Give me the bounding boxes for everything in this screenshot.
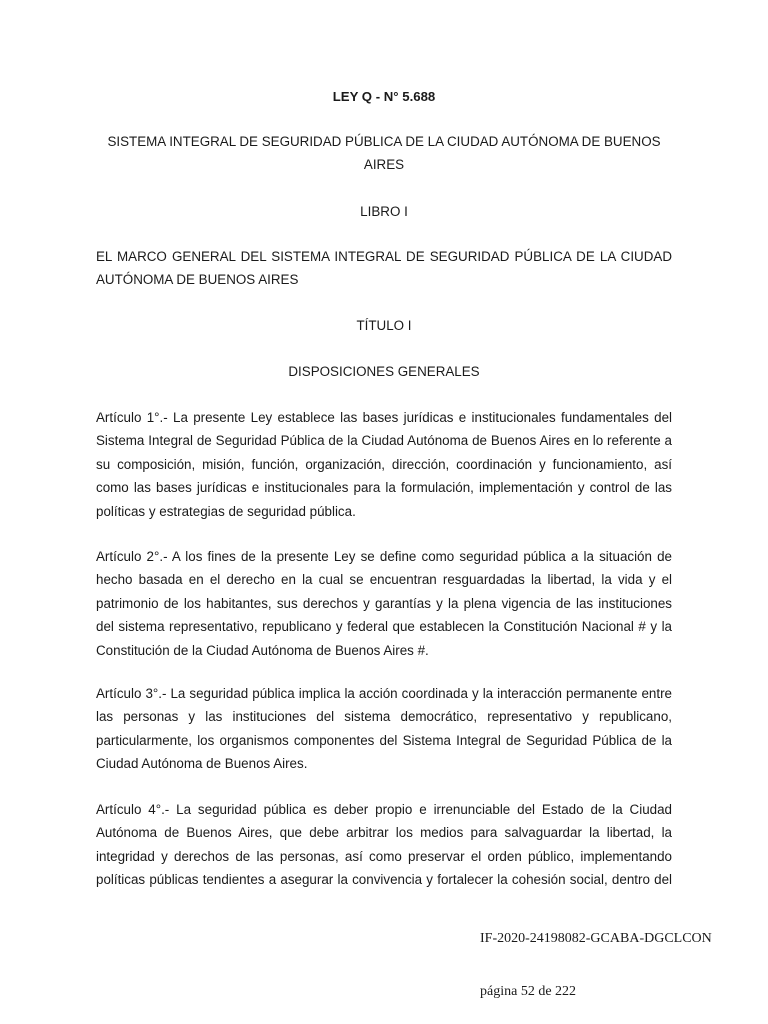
chapter-heading: DISPOSICIONES GENERALES xyxy=(288,364,480,379)
law-number: LEY Q - N° 5.688 xyxy=(332,89,436,104)
article-1: Artículo 1°.- La presente Ley establece las bases jurídicas e institucionales fundamentales del Sistema Integral de Seguridad Pública de la Ciudad Autónoma de Buenos Aires en lo referente a su composición, misión, función, organización, dirección, coordinación y funcionamiento, así como las bases jurídicas e institucionales para la formulación, implementación y control de las políticas y estrategias de seguridad pública. xyxy=(96,410,672,519)
book-title: LIBRO I xyxy=(360,204,408,219)
article-3: Artículo 3°.- La seguridad pública implica la acción coordinada y la interacción permanente entre las personas y las instituciones del sistema democrático, representativo y republicano, particularmente, los organismos componentes del Sistema Integral de Seguridad Pública de la Ciudad Autónoma de Buenos Aires. xyxy=(96,686,672,772)
page-counter: página 52 de 222 xyxy=(480,984,577,999)
system-title: SISTEMA INTEGRAL DE SEGURIDAD PÚBLICA DE LA CIUDAD AUTÓNOMA DE BUENOS AIRES xyxy=(107,134,661,172)
article-4: Artículo 4°.- La seguridad pública es deber propio e irrenunciable del Estado de la Ciudad Autónoma de Buenos Aires, que debe arbitrar los medios para salvaguardar la libertad, la integridad y derechos de las personas, así como preservar el orden público, implementando políticas públicas tendientes a asegurar la convivencia y fortalecer la cohesión social, dentro del xyxy=(96,802,672,888)
article-2: Artículo 2°.- A los fines de la presente Ley se define como seguridad pública a la situación de hecho basada en el derecho en la cual se encuentran resguardadas la libertad, la vida y el patrimonio de los habitantes, sus derechos y garantías y la plena vigencia de las instituciones del sistema representativo, republicano y federal que establecen la Constitución Nacional # y la Constitución de la Ciudad Autónoma de Buenos Aires #. xyxy=(96,549,672,658)
book-subtitle: EL MARCO GENERAL DEL SISTEMA INTEGRAL DE SEGURIDAD PÚBLICA DE LA CIUDAD AUTÓNOMA DE BUENOS AIRES xyxy=(96,249,672,288)
title-heading: TÍTULO I xyxy=(356,318,412,333)
document-reference: IF-2020-24198082-GCABA-DGCLCON xyxy=(480,931,712,946)
